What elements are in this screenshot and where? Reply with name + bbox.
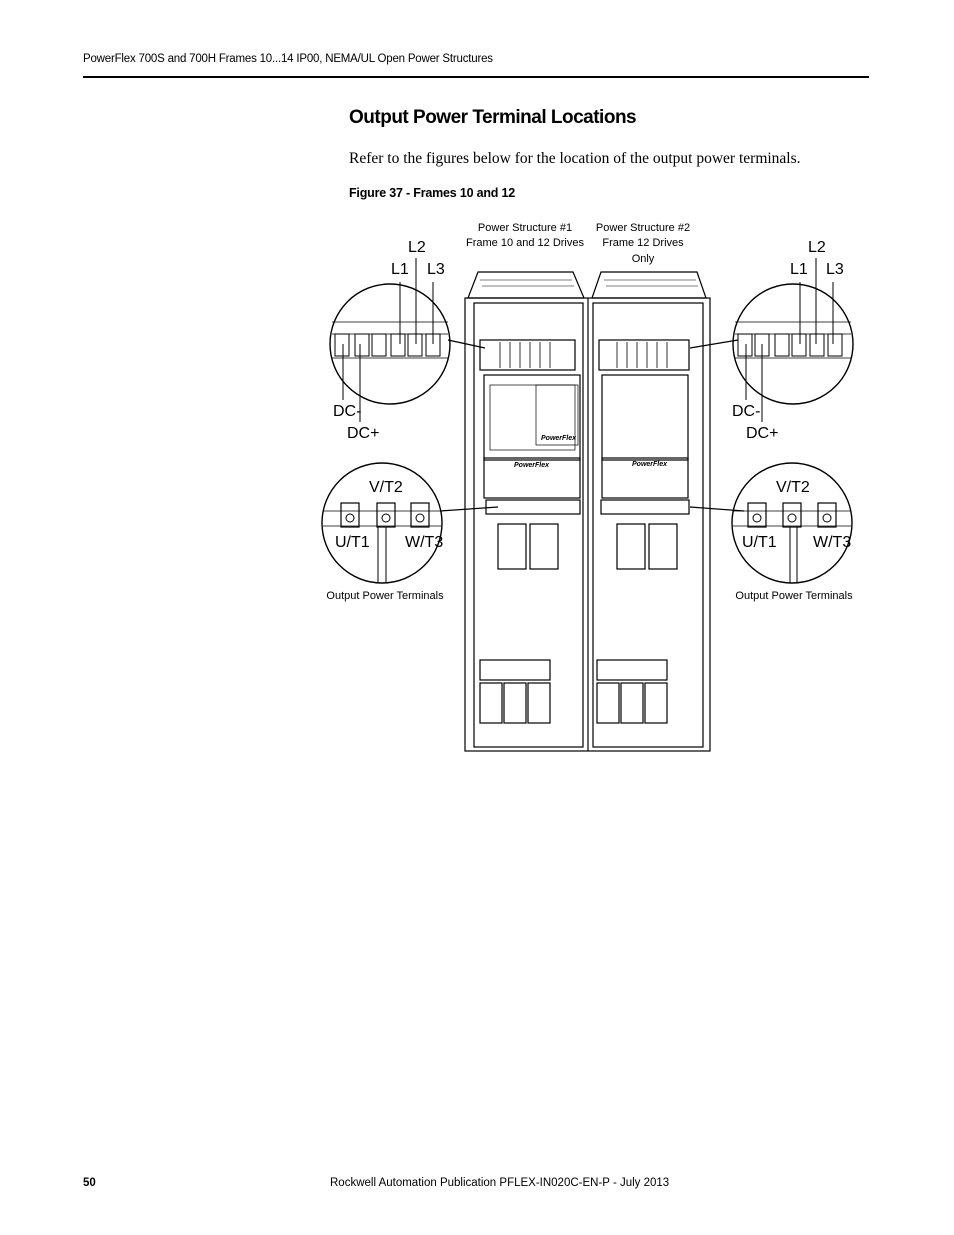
page-number: 50	[83, 1177, 96, 1189]
intro-paragraph: Refer to the figures below for the location of the output power terminals.	[349, 150, 801, 167]
output-caption-right: Output Power Terminals	[735, 590, 853, 602]
structure2-label-line3: Only	[631, 253, 655, 265]
label-dc-minus-left: DC-	[333, 403, 362, 420]
dc-detail-right	[733, 258, 853, 422]
dc-detail-left	[330, 258, 450, 422]
label-ut1-left: U/T1	[335, 534, 370, 551]
section-title: Output Power Terminal Locations	[349, 107, 637, 128]
structure2-label-line1: Power Structure #2	[595, 222, 691, 234]
label-l1-left: L1	[391, 261, 409, 278]
label-l2-right: L2	[808, 239, 826, 256]
label-dc-plus-left: DC+	[347, 425, 380, 442]
label-dc-plus-right: DC+	[746, 425, 779, 442]
label-l2-left: L2	[408, 239, 426, 256]
label-vt2-left: V/T2	[369, 479, 403, 496]
label-wt3-right: W/T3	[813, 534, 852, 551]
running-header: PowerFlex 700S and 700H Frames 10...14 IP00, NEMA/UL Open Power Structures	[83, 53, 493, 65]
structure1-label-line1: Power Structure #1	[477, 222, 573, 234]
label-l1-right: L1	[790, 261, 808, 278]
figure-caption: Figure 37 - Frames 10 and 12	[349, 186, 516, 200]
brand-mark-3: PowerFlex	[632, 461, 668, 468]
label-ut1-right: U/T1	[742, 534, 777, 551]
structure1-label-line2: Frame 10 and 12 Drives	[466, 237, 584, 249]
label-l3-left: L3	[427, 261, 445, 278]
label-wt3-left: W/T3	[405, 534, 444, 551]
brand-mark-2: PowerFlex	[514, 462, 550, 469]
cabinet	[465, 272, 710, 751]
structure2-label-line2: Frame 12 Drives	[602, 237, 684, 249]
output-caption-left: Output Power Terminals	[326, 590, 444, 602]
brand-mark-1: PowerFlex	[541, 435, 577, 442]
label-dc-minus-right: DC-	[732, 403, 761, 420]
label-l3-right: L3	[826, 261, 844, 278]
publication-footer: Rockwell Automation Publication PFLEX-IN020C-EN-P - July 2013	[330, 1177, 670, 1189]
label-vt2-right: V/T2	[776, 479, 810, 496]
